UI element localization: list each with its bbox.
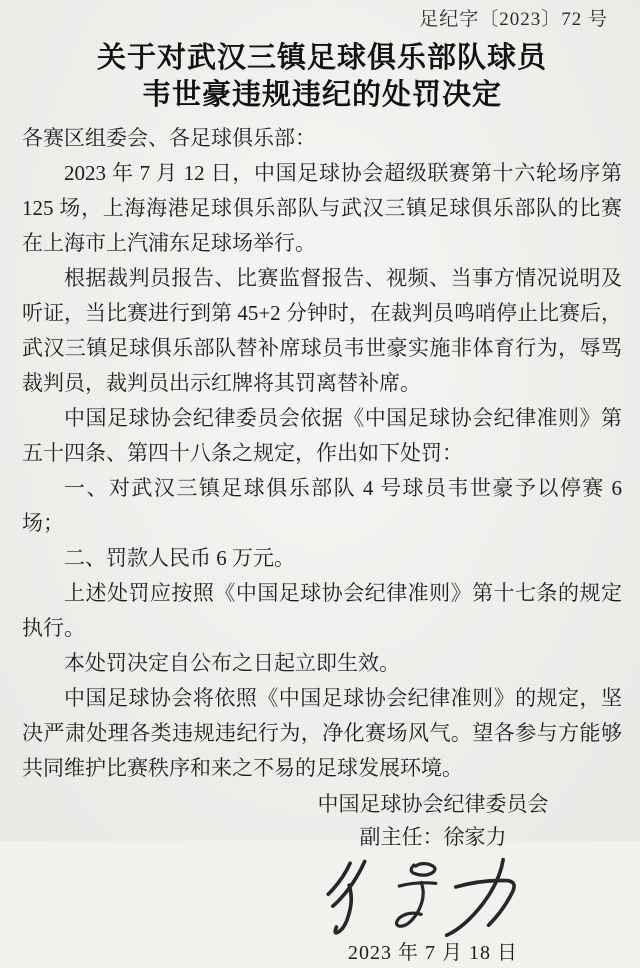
document-body — [22, 156, 622, 786]
paragraph-ruling-basis: 中国足球协会纪律委员会依据《中国足球协会纪律准则》第五十四条、第四十八条之规定，作出如下处罚： — [22, 406, 622, 465]
document-title-line2: 韦世豪违规违纪的处罚决定 — [141, 79, 502, 111]
document-title-line1: 关于对武汉三镇足球俱乐部队球员 — [96, 42, 547, 74]
paragraph-effective-date: 本处罚决定自公布之日起立即生效。 — [64, 651, 400, 675]
paragraph-incident-description: 根据裁判员报告、比赛监督报告、视频、当事方情况说明及听证，当比赛进行到第 45+2 分钟时，在裁判员鸣哨停止比赛后，武汉三镇足球俱乐部队替补席球员韦世豪实施非体育行为，辱骂裁判员，裁判员出示红牌将其罚离替补席。 — [22, 266, 622, 395]
signing-organization: 中国足球协会纪律委员会 — [317, 792, 549, 816]
document-date: 2023 年 7 月 18 日 — [348, 942, 518, 964]
handwritten-signature-image — [308, 856, 558, 938]
paragraph-penalty-fine: 二、罚款人民币 6 万元。 — [64, 546, 295, 570]
signature-block — [308, 788, 558, 968]
paragraph-closing-statement: 中国足球协会将依照《中国足球协会纪律准则》的规定，坚决严肃处理各类违规违纪行为，净化赛场风气。望各参与方能够共同维护比赛秩序和来之不易的足球发展环境。 — [22, 686, 622, 780]
document-title — [22, 40, 622, 114]
paragraph-penalty-suspension: 一、对武汉三镇足球俱乐部队 4 号球员韦世豪予以停赛 6 场； — [22, 476, 622, 535]
signer-title-and-name: 副主任：徐家力 — [359, 825, 507, 849]
paragraph-execution-rule: 上述处罚应按照《中国足球协会纪律准则》第十七条的规定执行。 — [22, 581, 622, 640]
salutation: 各赛区组委会、各足球俱乐部： — [22, 126, 316, 150]
paragraph-match-info: 2023 年 7 月 12 日，中国足球协会超级联赛第十六轮场序第 125 场，上海海港足球俱乐部队与武汉三镇足球俱乐部队的比赛在上海市上汽浦东足球场举行。 — [22, 161, 622, 255]
document-number: 足纪字〔2023〕72 号 — [419, 9, 608, 30]
